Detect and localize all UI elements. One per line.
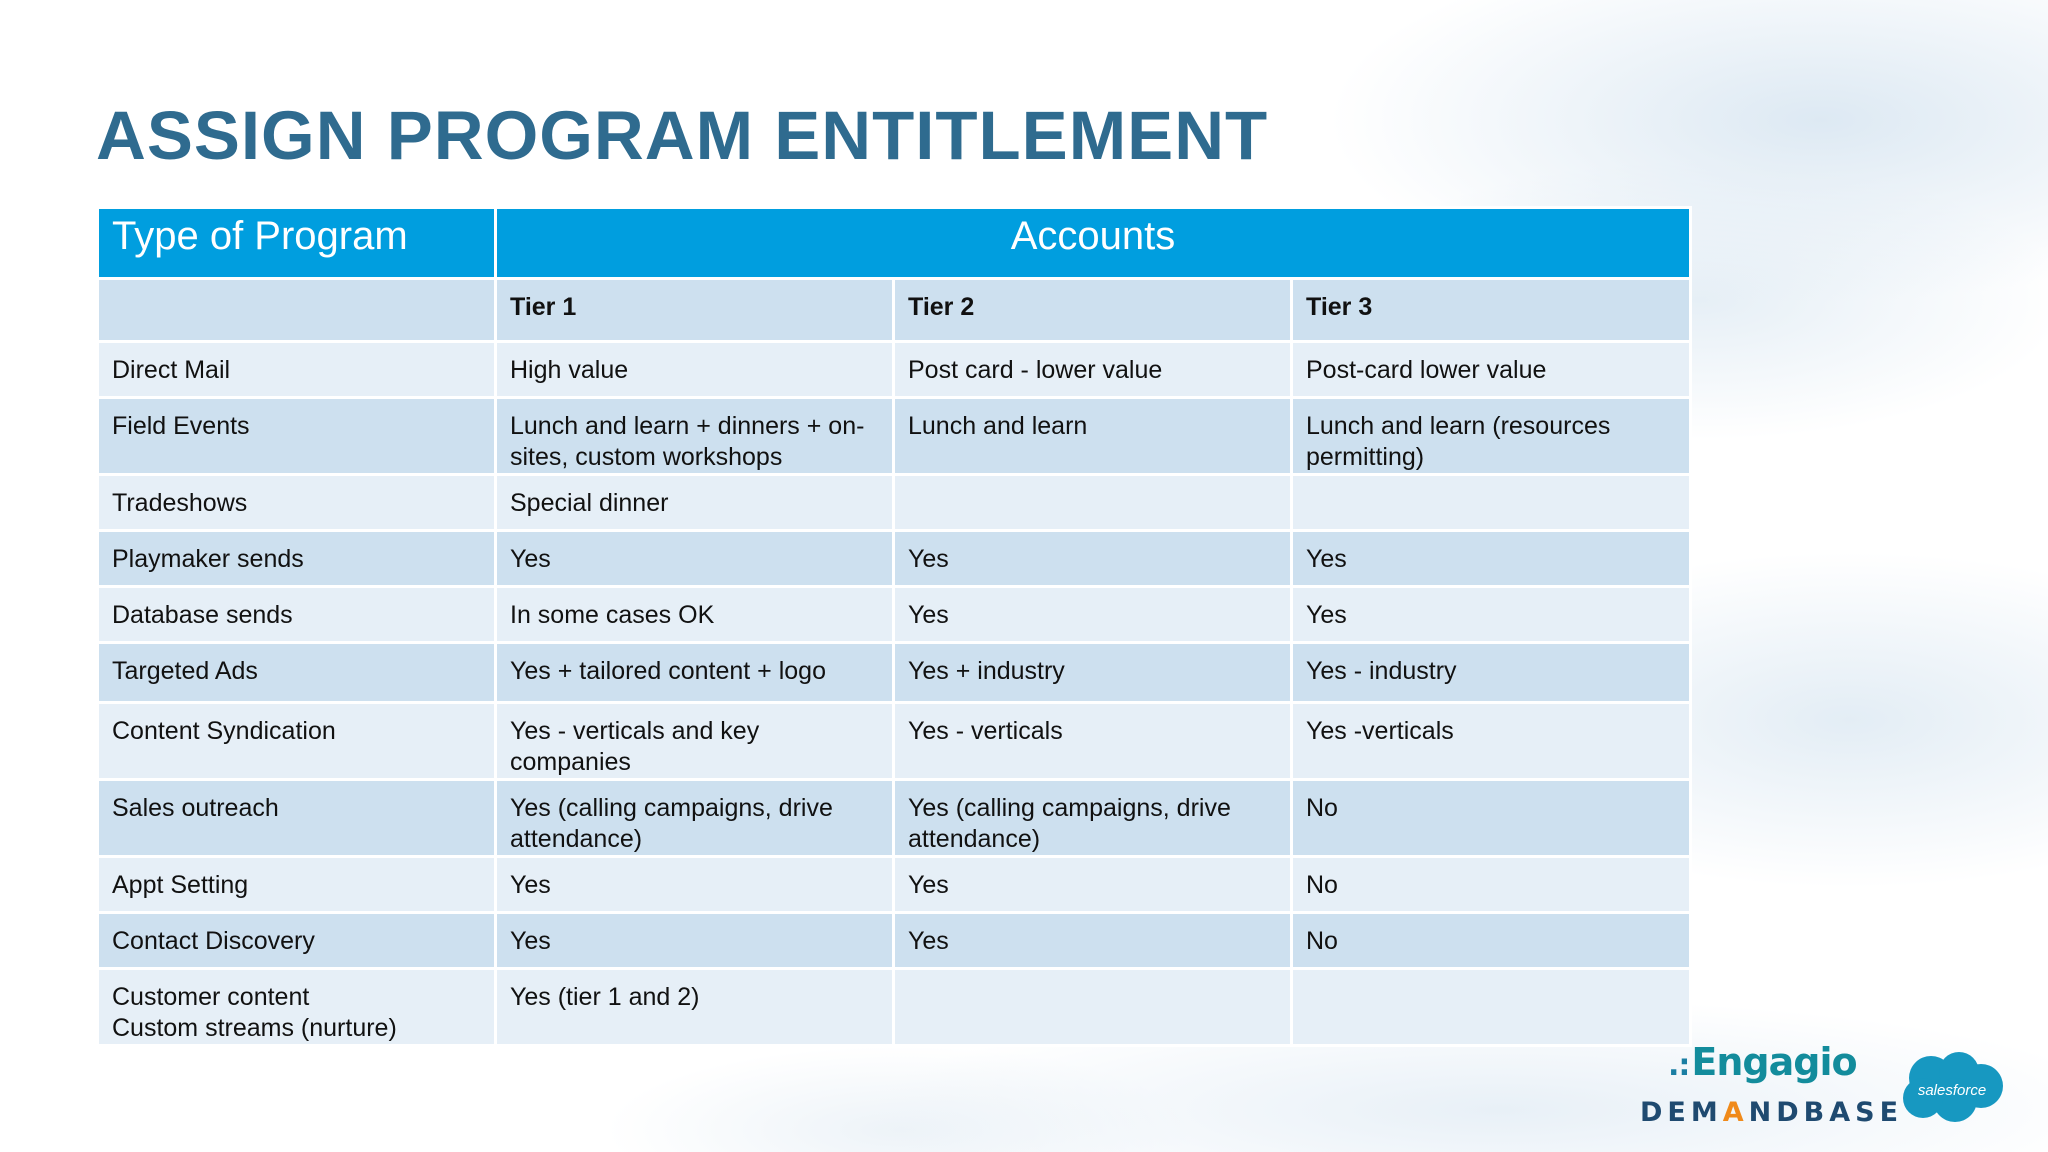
demandbase-logo: DEMANDBASE — [1640, 1097, 1904, 1128]
tier-3-cell: Yes — [1292, 587, 1691, 643]
tier-2-cell: Post card - lower value — [894, 342, 1292, 398]
tier-2-cell: Yes + industry — [894, 643, 1292, 703]
tier-1-cell: Yes (calling campaigns, drive attendance) — [496, 780, 894, 857]
program-type-cell: Contact Discovery — [98, 913, 496, 969]
table-row — [98, 342, 1691, 398]
tier-2-cell: Yes — [894, 531, 1292, 587]
tier-2-cell: Lunch and learn — [894, 398, 1292, 475]
tier-1-cell: High value — [496, 342, 894, 398]
tier-3-cell: No — [1292, 913, 1691, 969]
program-type-cell: Tradeshows — [98, 475, 496, 531]
tier-row — [98, 279, 1691, 342]
table-row — [98, 969, 1691, 1046]
engagio-dots-icon: .: — [1668, 1048, 1690, 1083]
program-type-cell: Appt Setting — [98, 857, 496, 913]
program-type-cell: Playmaker sends — [98, 531, 496, 587]
tier-1-cell: Lunch and learn + dinners + on-sites, custom workshops — [496, 398, 894, 475]
tier-2-cell: Yes — [894, 913, 1292, 969]
tier-1-cell: Yes + tailored content + logo — [496, 643, 894, 703]
tier-3-cell: Post-card lower value — [1292, 342, 1691, 398]
tier-2-cell: Yes (calling campaigns, drive attendance) — [894, 780, 1292, 857]
salesforce-logo — [1897, 1048, 2007, 1128]
program-type-cell: Customer content Custom streams (nurture) — [98, 969, 496, 1046]
tier-1-cell: Yes — [496, 857, 894, 913]
demandbase-accent-letter: A — [1722, 1097, 1749, 1128]
tier-2-cell — [894, 475, 1292, 531]
tier-3-cell — [1292, 475, 1691, 531]
header-accounts: Accounts — [496, 208, 1691, 279]
tier-1-header: Tier 1 — [496, 279, 894, 342]
tier-2-cell: Yes - verticals — [894, 703, 1292, 780]
tier-blank-cell — [98, 279, 496, 342]
table-row — [98, 398, 1691, 475]
program-type-cell: Field Events — [98, 398, 496, 475]
tier-2-cell — [894, 969, 1292, 1046]
page-title: ASSIGN PROGRAM ENTITLEMENT — [96, 97, 1269, 174]
tier-3-cell: Yes — [1292, 531, 1691, 587]
tier-2-header: Tier 2 — [894, 279, 1292, 342]
tier-3-cell — [1292, 969, 1691, 1046]
engagio-logo — [1668, 1040, 1857, 1084]
tier-3-cell: No — [1292, 780, 1691, 857]
table-row — [98, 587, 1691, 643]
tier-1-cell: Special dinner — [496, 475, 894, 531]
salesforce-logo-text: salesforce — [1917, 1082, 1987, 1099]
tier-1-cell: Yes — [496, 913, 894, 969]
header-type-of-program: Type of Program — [98, 208, 496, 279]
program-type-cell: Sales outreach — [98, 780, 496, 857]
program-type-cell: Database sends — [98, 587, 496, 643]
table-row — [98, 475, 1691, 531]
program-type-cell: Targeted Ads — [98, 643, 496, 703]
tier-3-cell: No — [1292, 857, 1691, 913]
tier-1-cell: In some cases OK — [496, 587, 894, 643]
tier-3-cell: Yes -verticals — [1292, 703, 1691, 780]
table-row — [98, 913, 1691, 969]
tier-1-cell: Yes — [496, 531, 894, 587]
table-row — [98, 531, 1691, 587]
program-type-cell: Direct Mail — [98, 342, 496, 398]
tier-3-cell: Yes - industry — [1292, 643, 1691, 703]
table-row — [98, 857, 1691, 913]
tier-3-cell: Lunch and learn (resources permitting) — [1292, 398, 1691, 475]
table-row — [98, 780, 1691, 857]
table-header-row — [98, 208, 1691, 279]
tier-3-header: Tier 3 — [1292, 279, 1691, 342]
entitlement-table — [96, 206, 1692, 1047]
tier-1-cell: Yes (tier 1 and 2) — [496, 969, 894, 1046]
program-type-cell: Content Syndication — [98, 703, 496, 780]
table-row — [98, 643, 1691, 703]
tier-1-cell: Yes - verticals and key companies — [496, 703, 894, 780]
engagio-logo-text: Engagio — [1691, 1040, 1857, 1084]
table-row — [98, 703, 1691, 780]
tier-2-cell: Yes — [894, 857, 1292, 913]
tier-2-cell: Yes — [894, 587, 1292, 643]
